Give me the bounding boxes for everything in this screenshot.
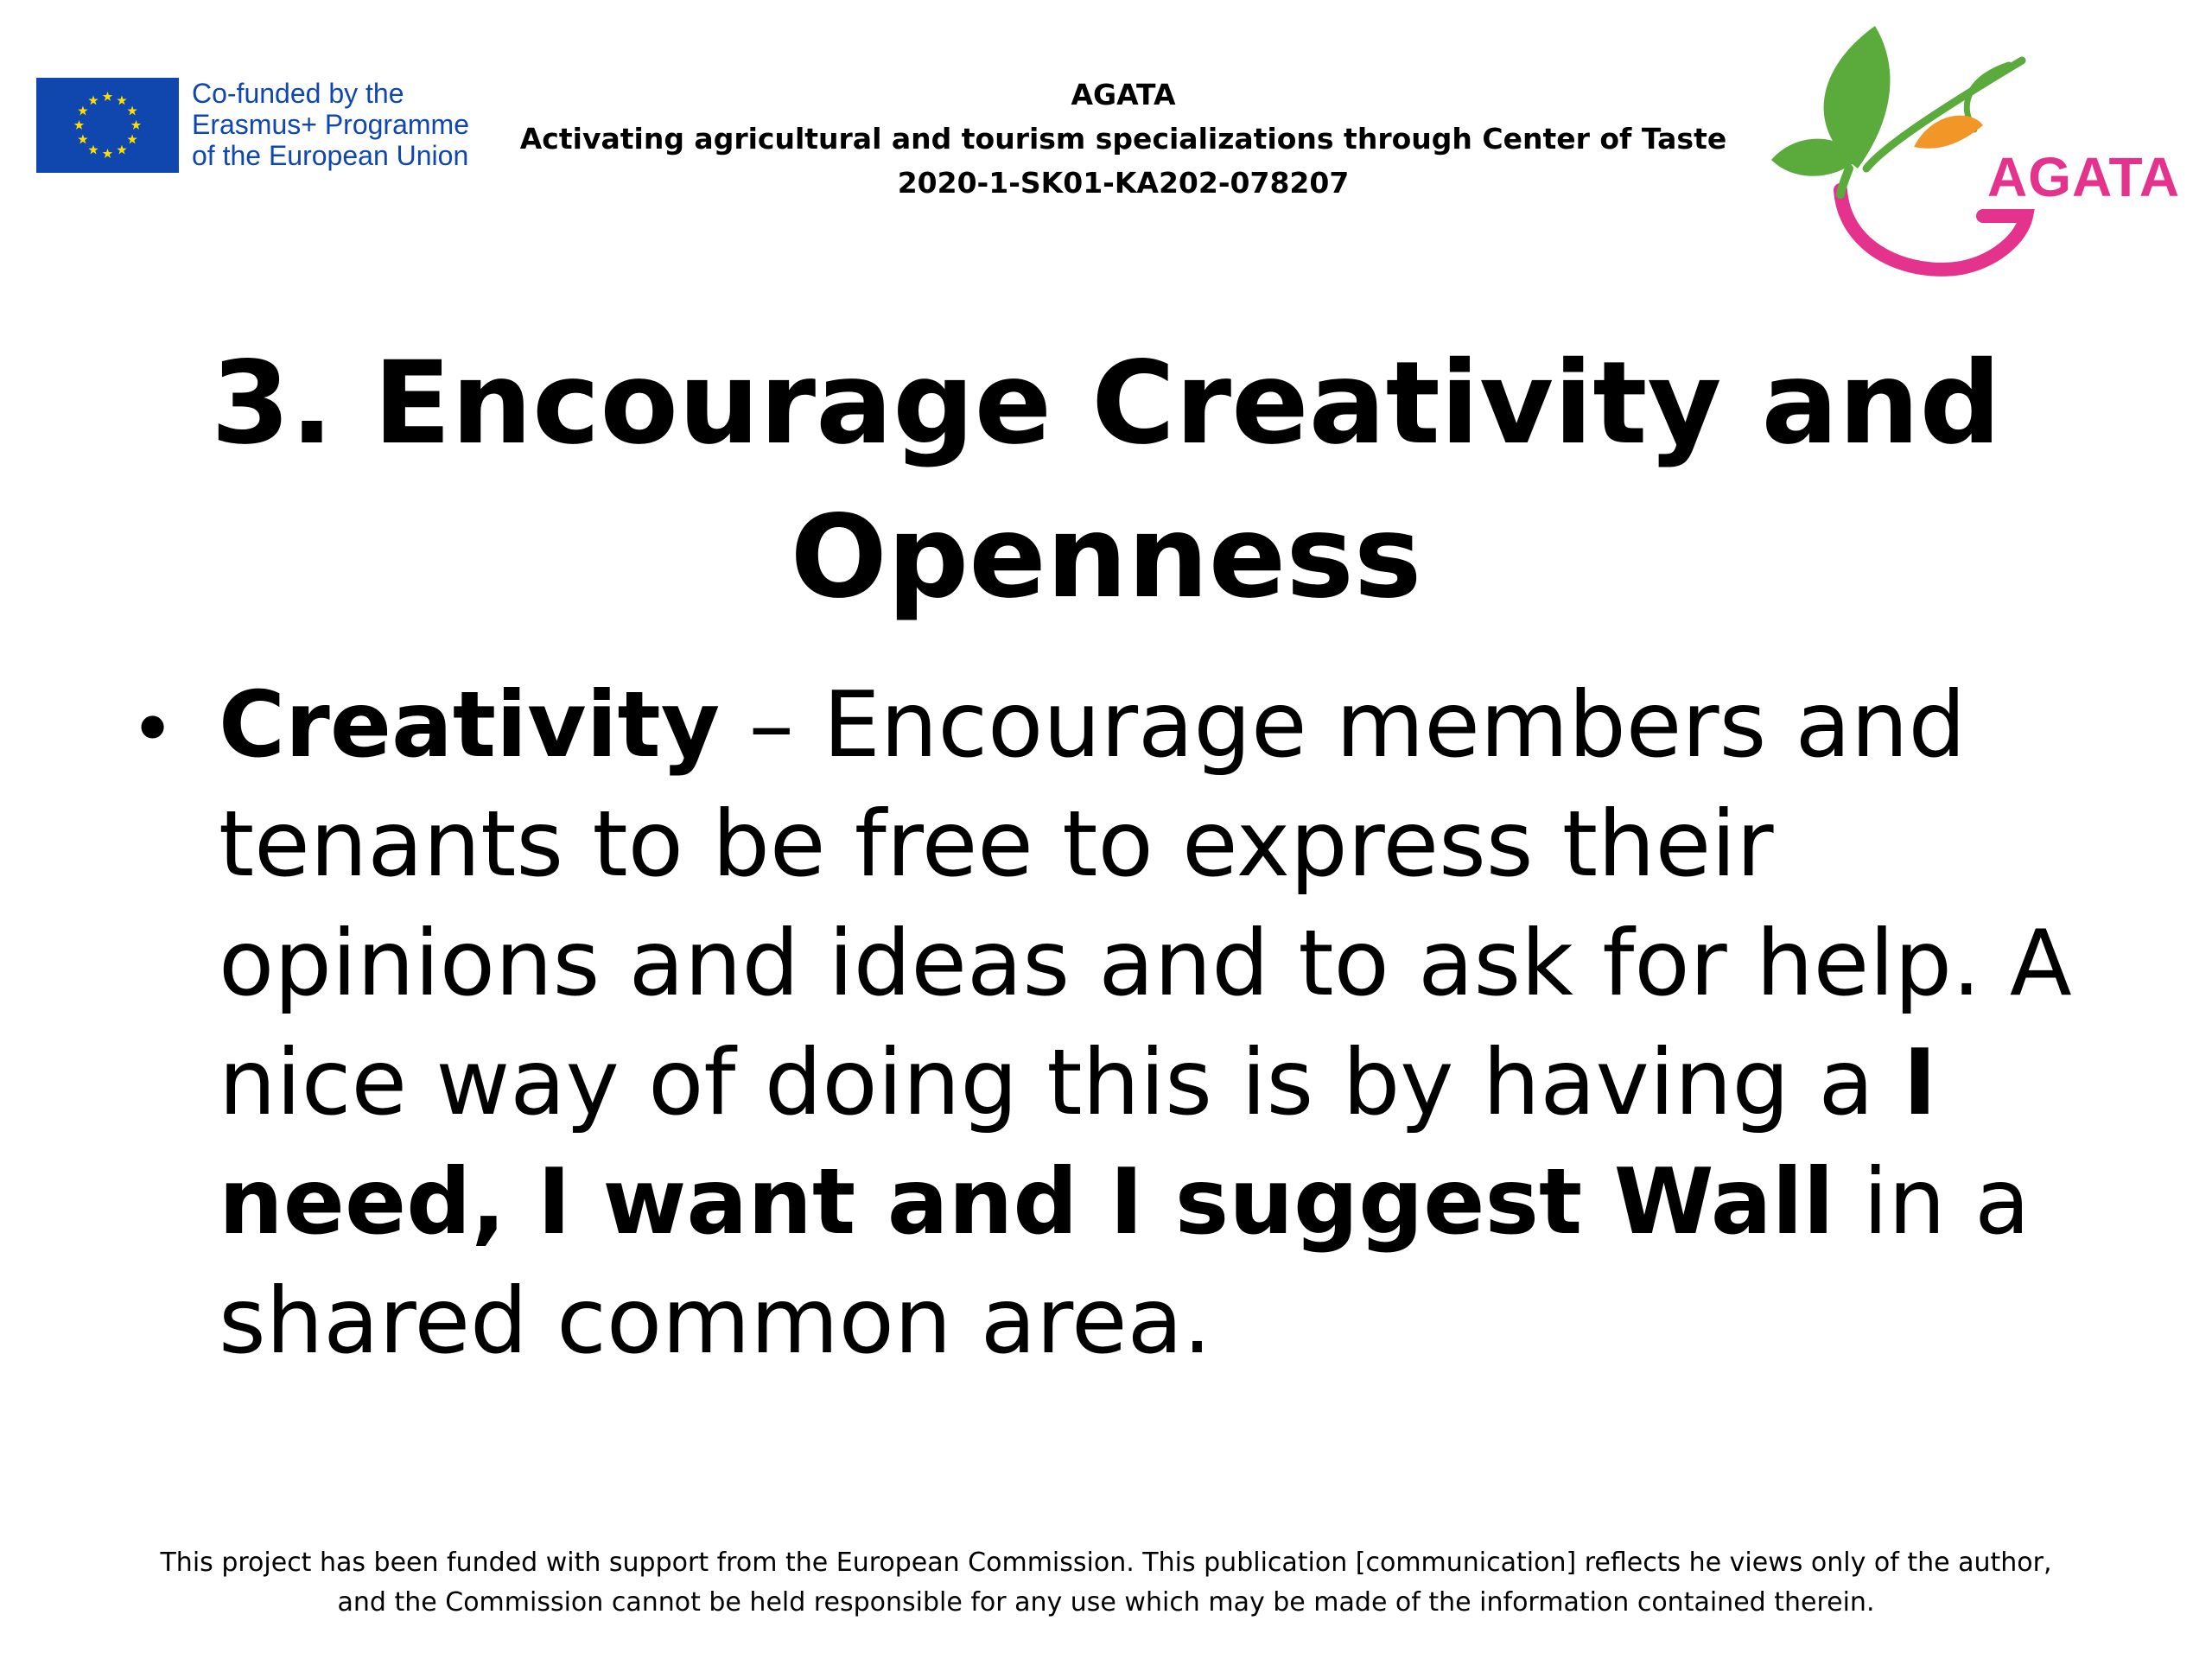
bullet-text-segment: nice way of doing this is by having a (219, 1030, 1904, 1135)
eu-cofunded-text (192, 78, 469, 171)
eu-cofunded-logo (36, 78, 503, 173)
disclaimer-line: and the Commission cannot be held responsible for any use which may be made of the information contained therein. (337, 1587, 1875, 1618)
bullet-lead-separator: – (720, 672, 823, 778)
disclaimer-line: This project has been funded with support from the European Commission. This publication [communication] reflects he views only of the author, (160, 1548, 2052, 1578)
bullet-line-5 (219, 1142, 2076, 1262)
project-full-title: Activating agricultural and tourism specializations through Center of Taste (519, 122, 1727, 156)
agata-logo-word: AGATA (1987, 146, 2181, 208)
bullet-bold-segment: need, I want and I suggest Wall (219, 1149, 1834, 1255)
slide-title-line: 3. Encourage Creativity and (211, 337, 2001, 470)
bullet-text-segment: in a (1834, 1149, 2031, 1255)
eu-text-line: Co-funded by the (192, 78, 404, 109)
eu-text-line: of the European Union (192, 140, 469, 171)
bullet-text (219, 665, 2076, 1381)
slide-title-line: Openness (790, 491, 1422, 624)
bullet-dot-icon: • (130, 684, 176, 775)
bullet-lead-term: Creativity (219, 672, 721, 778)
project-number: 2020-1-SK01-KA202-078207 (897, 166, 1350, 200)
bullet-line-2: tenants to be free to express their (219, 791, 1774, 897)
bullet-line-1 (219, 665, 2076, 785)
bullet-bold-segment: I (1903, 1030, 1937, 1135)
bullet-text-segment: Encourage members and (823, 672, 1967, 778)
slide-title (104, 327, 2108, 634)
bullet-line-3: opinions and ideas and to ask for help. A (219, 911, 2072, 1016)
project-acronym: AGATA (1071, 78, 1176, 111)
agata-logo (1763, 17, 2195, 281)
funding-disclaimer (86, 1543, 2126, 1623)
project-header (518, 73, 1728, 205)
eu-text-line: Erasmus+ Programme (192, 109, 469, 140)
bullet-line-6: shared common area. (219, 1268, 1212, 1374)
bullet-line-4 (219, 1023, 2076, 1142)
eu-flag-icon (36, 78, 179, 173)
